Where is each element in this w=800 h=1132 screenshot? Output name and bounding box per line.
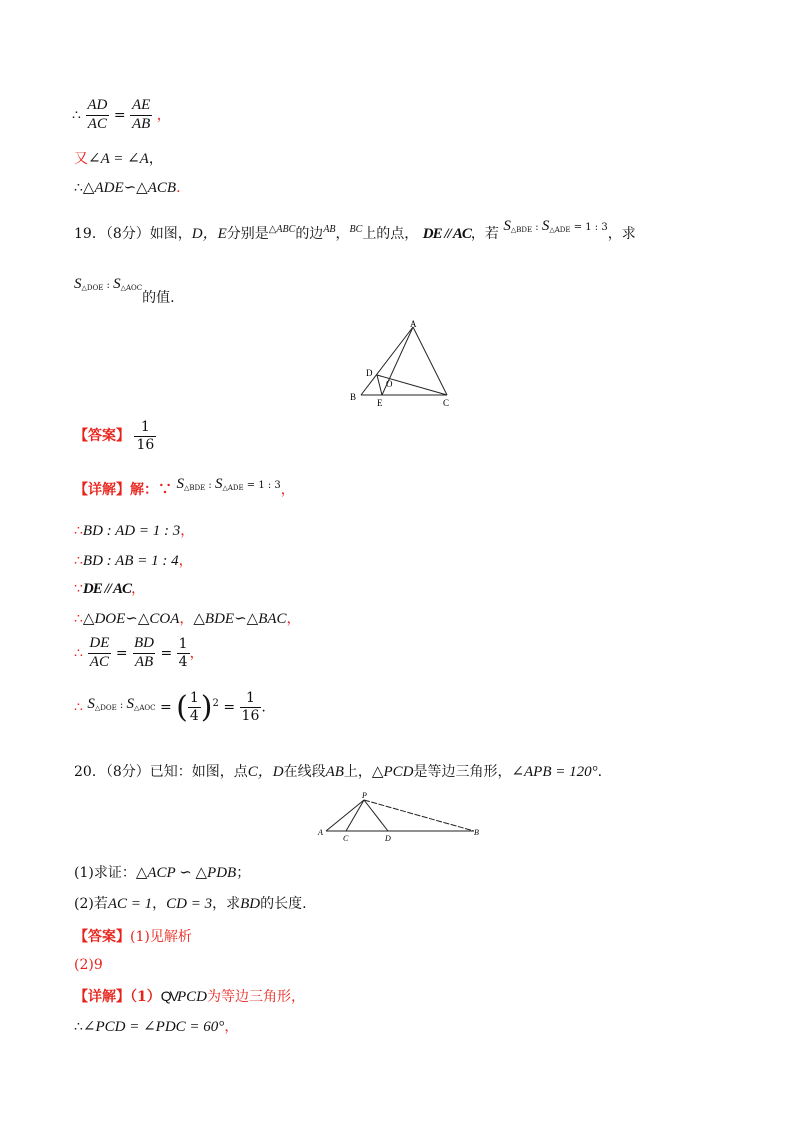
label-d: D xyxy=(385,834,391,843)
q20-part-2: (2)若AC = 1，CD = 3，求BD的长度. xyxy=(74,896,307,912)
label-o: O xyxy=(386,379,393,389)
q20-detail-line-1: 【详解】（1）QVPCD为等边三角形， xyxy=(74,988,305,1005)
q20-figure xyxy=(312,790,488,846)
segment-pa xyxy=(326,800,364,831)
q19-stem-line-2: $^{S_{\triangle DOE} : S_{\triangle AOC}}$的值. xyxy=(74,276,175,306)
label-d: D xyxy=(366,368,373,378)
segment-de xyxy=(377,375,382,395)
segment-pb xyxy=(364,800,474,831)
q19-detail-line-3: ∴BD : AB = 1 : 4， xyxy=(74,553,193,569)
therefore-symbol: ∴ xyxy=(72,107,81,124)
q19-condition: S△BDE : S△ADE = 1 : 3 xyxy=(503,218,608,234)
prev-line-1: ∴ $\frac{AD}{AC}$ = $\frac{AE}{AB}$ ， xyxy=(72,97,171,132)
q20-answer-2: (2)9 xyxy=(74,957,103,973)
prev-line-3: ∴△ADE∽△ACB. xyxy=(74,180,181,196)
fraction-ae-ab: $\frac{AE}{AB}$ xyxy=(132,97,151,132)
prev-line-2: 又∠A = ∠A， xyxy=(74,151,163,167)
q19-answer: 【答案】 $\frac{1}{16}$ xyxy=(74,419,155,453)
segment-pd xyxy=(364,800,388,831)
q19-figure xyxy=(340,318,460,410)
q19-detail-line-1: 【详解】解：∵ $^{S_{\triangle BDE} : S_{\triangle ADE} = 1 : 3}$， xyxy=(74,476,295,498)
q20-answer-1: 【答案】(1)见解析 xyxy=(74,929,192,945)
q20-part-1: (1)求证：△ACP ∽ △PDB； xyxy=(74,865,251,881)
fraction-ad-ac: $\frac{AD}{AC}$ xyxy=(87,97,108,132)
q19-stem-line-1: 19．（8分）如图，D，E分别是$^{\triangle ABC}$的边$^{AB}$，$^{BC}$上的点， DE // AC，若 $^{S_{\triangle BDE} : S_{\triangle ADE} = 1 : 3}$，求 xyxy=(74,218,636,242)
q19-detail-line-5: ∴△DOE∽△COA，△BDE∽△BAC， xyxy=(74,611,301,627)
label-p: P xyxy=(362,791,367,800)
label-c: C xyxy=(443,398,450,408)
label-c: C xyxy=(343,834,349,843)
label-b: B xyxy=(474,828,479,837)
q20-stem: 20．（8分）已知：如图，点C，D在线段AB上，△PCD是等边三角形，∠APB = 120°. xyxy=(74,764,603,780)
q19-detail-line-6: ∴ $\frac{DE}{AC}$ = $\frac{BD}{AB}$ = $\frac{1}{4}$ ， xyxy=(74,635,204,670)
q20-detail-line-2: ∴∠PCD = ∠PDC = 60°， xyxy=(74,1019,239,1035)
label-a: A xyxy=(318,828,323,837)
segment-pc xyxy=(346,800,364,831)
q19-detail-line-2: ∴BD : AD = 1 : 3， xyxy=(74,523,195,539)
label-e: E xyxy=(377,398,383,408)
segment-ac xyxy=(413,327,447,395)
label-b: B xyxy=(350,392,357,402)
q19-detail-line-4: ∵DE // AC， xyxy=(74,581,146,597)
label-a: A xyxy=(410,319,417,329)
q19-detail-line-7: ∴ $^{S_{\triangle DOE} : S_{\triangle AOC}}$ = ( $\frac{1}{4}$ )$^2$ = $\frac{1}{16}$ . xyxy=(74,690,266,725)
